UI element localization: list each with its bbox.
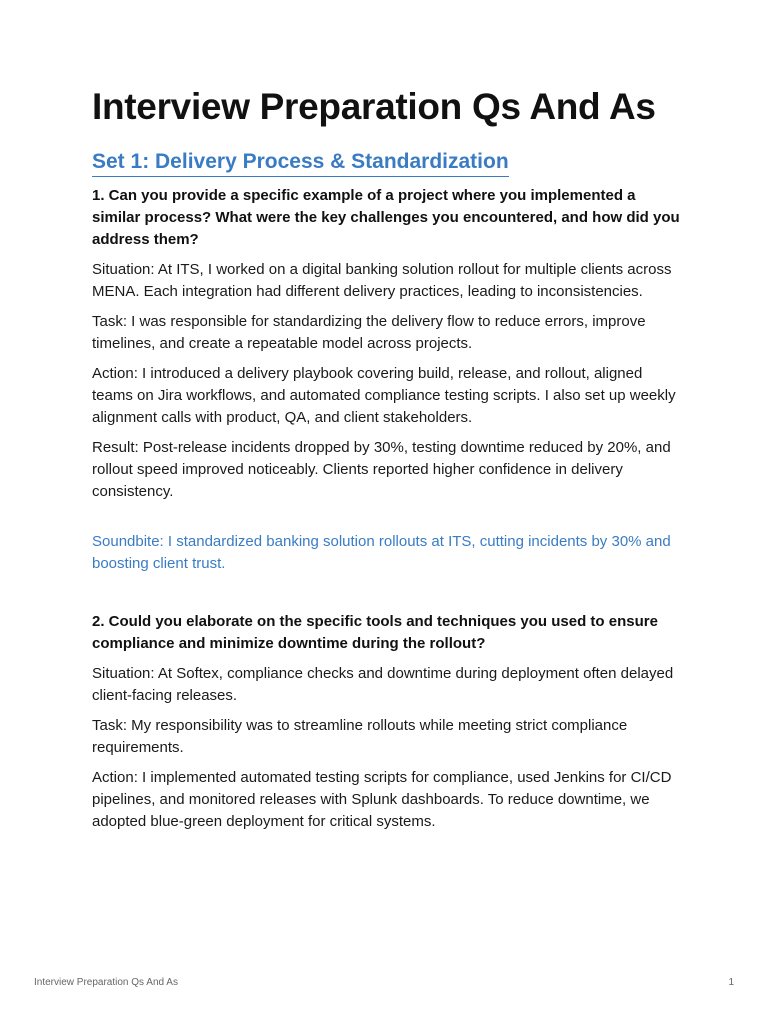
q2-situation: Situation: At Softex, compliance checks and downtime during deployment often delayed client-facing releases. <box>92 665 674 704</box>
q2-action: Action: I implemented automated testing scripts for compliance, used Jenkins for CI/CD pipelines, and monitored releases with Splunk dashboards. To reduce downtime, we adopted blue-green deployment for critical systems. <box>92 769 672 830</box>
q1-soundbite: Soundbite: I standardized banking solution rollouts at ITS, cutting incidents by 30% and boosting client trust. <box>92 533 671 572</box>
document-title: Interview Preparation Qs And As <box>92 86 656 127</box>
q1-task: Task: I was responsible for standardizing the delivery flow to reduce errors, improve timelines, and create a repeatable model across projects. <box>92 313 646 352</box>
question-2: 2. Could you elaborate on the specific tools and techniques you used to ensure compliance and minimize downtime during the rollout? <box>92 613 658 652</box>
question-1: 1. Can you provide a specific example of a project where you implemented a similar process? What were the key challenges you encountered, and how did you address them? <box>92 187 680 248</box>
q2-task: Task: My responsibility was to streamline rollouts while meeting strict compliance requirements. <box>92 717 628 756</box>
document-page <box>92 84 682 841</box>
q1-result: Result: Post-release incidents dropped by 30%, testing downtime reduced by 20%, and rollout speed improved noticeably. Clients reported higher confidence in delivery consistency. <box>92 439 671 500</box>
footer-page-number: 1 <box>728 977 734 988</box>
section-heading-wrapper <box>92 149 682 185</box>
footer-document-label: Interview Preparation Qs And As <box>34 977 178 988</box>
q1-situation: Situation: At ITS, I worked on a digital banking solution rollout for multiple clients across MENA. Each integration had different delivery practices, leading to inconsistencies. <box>92 261 672 300</box>
section-heading: Set 1: Delivery Process & Standardization <box>92 149 509 177</box>
q1-action: Action: I introduced a delivery playbook covering build, release, and rollout, aligned teams on Jira workflows, and automated compliance testing scripts. I also set up weekly alignment calls with product, QA, and client stakeholders. <box>92 365 676 426</box>
